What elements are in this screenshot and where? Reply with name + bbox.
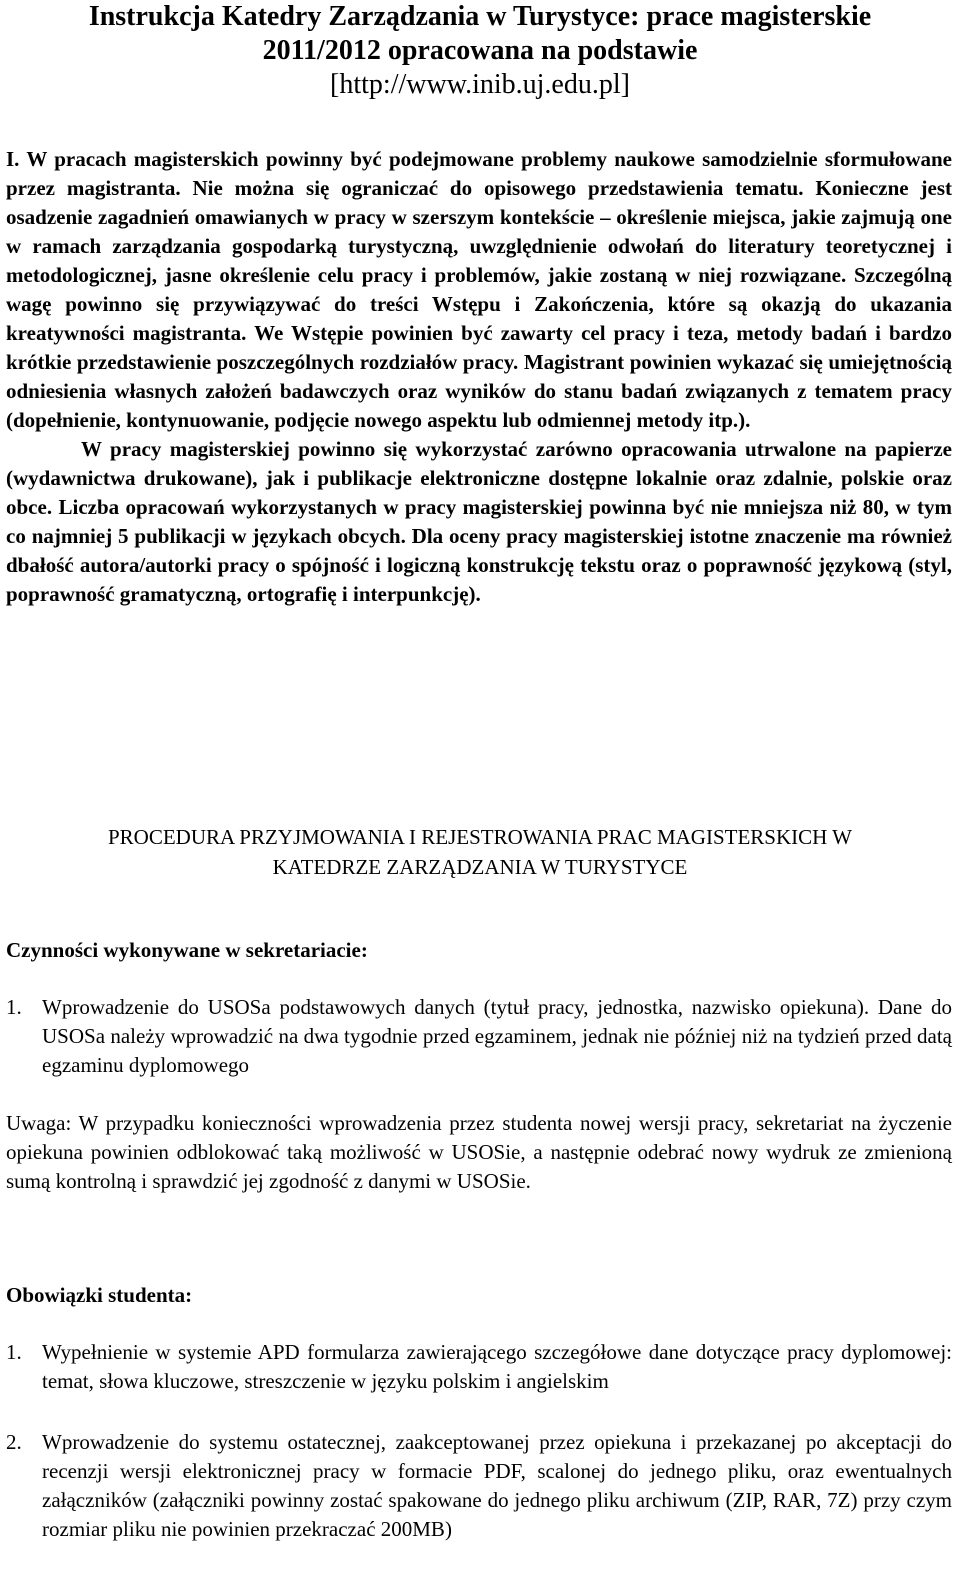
student-list-item	[6, 1338, 952, 1396]
secretariat-note: Uwaga: W przypadku konieczności wprowadzenia przez studenta nowej wersji pracy, sekretariat na życzenie opiekuna powinien odblokować taką możliwość w USOSie, a następnie odebrać nowy wydruk ze zmienioną sumą kontrolną i sprawdzić jej zgodność z danymi w USOSie.	[6, 1111, 952, 1193]
procedure-heading-line-1: PROCEDURA PRZYJMOWANIA I REJESTROWANIA PRAC MAGISTERSKICH W	[107, 825, 853, 849]
section-1-paragraph-1: I. W pracach magisterskich powinny być podejmowane problemy naukowe samodzielnie sformułowane przez magistranta. Nie można się ograniczać do opisowego przedstawienia tematu. Konieczne jest osadzenie zagadnień omawianych w pracy w szerszym kontekście – określenie miejsca, jakie zajmują one w ramach zarządzania gospodarką turystyczną, uwzględnienie odwołań do literatury teoretycznej i metodologicznej, jasne określenie celu pracy i problemów, jakie zostaną w niej rozwiązane. Szczególną wagę powinno się przywiązywać do treści Wstępu i Zakończenia, które są okazją do ukazania kreatywności magistranta. We Wstępie powinien być zawarty cel pracy i teza, metody badań i bardzo krótkie przedstawienie poszczególnych rozdziałów pracy. Magistrant powinien wykazać się umiejętnością odniesienia własnych założeń badawczych oraz wyników do stanu badań związanych z tematem pracy (dopełnienie, kontynuowanie, podjęcie nowego aspektu lub odmiennej metody itp.).	[6, 147, 952, 432]
document-title	[0, 0, 960, 102]
procedure-heading-line-2: KATEDRZE ZARZĄDZANIA W TURYSTYCE	[272, 855, 688, 879]
list-item-text: Wprowadzenie do USOSa podstawowych danych (tytuł pracy, jednostka, nazwisko opiekuna). Dane do USOSa należy wprowadzić na dwa tygodnie przed egzaminem, jednak nie później niż na tydzień przed datą egzaminu dyplomowego	[42, 995, 952, 1077]
list-item-number: 1.	[6, 1340, 22, 1364]
section-1-paragraph-2: W pracy magisterskiej powinno się wykorzystać zarówno opracowania utrwalone na papierze (wydawnictwa drukowane), jak i publikacje elektroniczne dostępne lokalnie oraz zdalnie, polskie oraz obce. Liczba opracowań wykorzystanych w pracy magisterskiej powinna być nie mniejsza niż 80, w tym co najmniej 5 publikacji w językach obcych. Dla oceny pracy magisterskiej istotne znaczenie ma również dbałość autora/autorki pracy o spójność i logiczną konstrukcję tekstu oraz o poprawność językową (styl, poprawność gramatyczną, ortografię i interpunkcję).	[6, 437, 952, 606]
student-list-item	[6, 1428, 952, 1544]
list-item-text: Wprowadzenie do systemu ostatecznej, zaakceptowanej przez opiekuna i przekazanej po akceptacji do recenzji wersji elektronicznej pracy w formacie PDF, scalonej do jednego pliku, oraz ewentualnych załączników (załączniki powinny zostać spakowane do jednego pliku archiwum (ZIP, RAR, 7Z) przy czym rozmiar pliku nie powinien przekraczać 200MB)	[42, 1430, 952, 1541]
procedure-heading	[0, 822, 960, 882]
title-line-2: 2011/2012 opracowana na podstawie	[262, 35, 698, 66]
list-item-number: 2.	[6, 1430, 22, 1454]
list-item-text: Wypełnienie w systemie APD formularza zawierającego szczegółowe dane dotyczące pracy dyplomowej: temat, słowa kluczowe, streszczenie w języku polskim i angielskim	[42, 1340, 952, 1393]
title-line-1: Instrukcja Katedry Zarządzania w Turystyce: prace magisterskie	[88, 1, 872, 32]
secretariat-list-item	[6, 993, 952, 1080]
section-1-requirements	[6, 145, 952, 609]
list-item-number: 1.	[6, 995, 22, 1019]
student-duties-heading: Obowiązki studenta:	[6, 1283, 193, 1307]
secretariat-heading: Czynności wykonywane w sekretariacie:	[6, 938, 368, 962]
title-source-url: [http://www.inib.uj.edu.pl]	[330, 69, 630, 100]
